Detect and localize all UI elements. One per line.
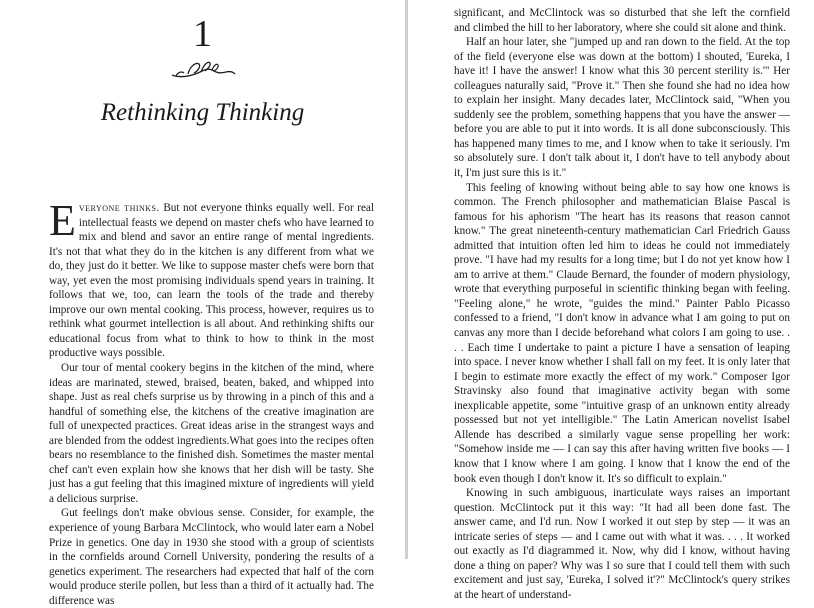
right-body-text: [454, 6, 790, 602]
left-paragraph-3: Gut feelings don't make obvious sense. Consider, for example, the experience of young Barbara McClintock, who would later earn a Nobel Prize in genetics. One day in 1930 she stood with a group of scientists in the cornfields around Cornell University, pondering the results of a genetics experiment. The researchers had expected that half of the corn would produce sterile pollen, but less than a third of it actually had. The difference was: [49, 507, 374, 607]
right-paragraph-4: Knowing in such ambiguous, inarticulate ways raises an important question. McClintock put it this way: "It had all been done fast. The answer came, and I'd run. Now I worked it out step by step — it was an intricate series of steps — and I came out with what it was. . . . It worked out exactly as I'd diagrammed it. Now, why did I know, without having done a thing on paper? Why was I so sure that I could tell them with such excitement and just say, 'Eureka, I solved it'?" McClintock's query strikes at the heart of understand-: [454, 487, 790, 601]
flourish-ornament-icon: [168, 58, 238, 80]
left-body-text: [49, 196, 374, 608]
chapter-number: 1: [193, 13, 212, 55]
chapter-title: Rethinking Thinking: [100, 99, 305, 126]
right-page: [409, 0, 814, 601]
right-paragraph-3: This feeling of knowing without being able to say how one knows is common. The French philosopher and mathematician Blaise Pascal is famous for his aphorism "The heart has its reasons that reason cannot know." The great nineteenth-century mathematician Carl Friedrich Gauss admitted that intuition often led him to ideas he could not immediately prove. "I have had my results for a long time; but I do not yet know how I am to arrive at them." Claude Bernard, the founder of modern physiology, wrote that everything purposeful in scientific thinking began with feeling. "Feeling alone," he wrote, "guides the mind." Painter Pablo Picasso confessed to a friend, "I don't know in advance what I am going to put on canvas any more than I decide beforehand what colors I am going to use. . . . Each time I undertake to paint a picture I have a sensation of leaping into space. I never know whether I shall fall on my feet. It is only later that I begin to estimate more exactly the effect of my work." Composer Igor Stravinsky also found that imaginative activity began with some inexplicable appetite, some "intuitive grasp of an unknown entity already possessed but not yet intelligible." The Latin American novelist Isabel Allende has described a similarly vague sense propelling her work: "Somehow inside me — I can say this after having written five books — I know that I know where I am going. I know that I know the end of the book even though I don't know it. It's so difficult to explain.": [454, 181, 790, 485]
page-gutter: [405, 0, 408, 559]
left-paragraph-1-text: But not everyone thinks equally well. For real intellectual feasts we depend on master chefs who have learned to mix and blend and savor an entire range of mental ingredients. It's not that what they do in the kitchen is any different from what we do, they just do it better. We like to suppose master chefs were born that way, yet even the most promising individuals spend years in training. It follows that we, too, can learn the tools of the trade and thereby improve our own mental cooking. This process, however, requires us to rethink what gourmet intellection is all about. And rethinking shifts our educational focus from what to think to how to think in the most productive ways possible.: [49, 202, 374, 360]
drop-cap: E: [49, 196, 76, 245]
left-paragraph-1: [49, 196, 374, 361]
left-page: [0, 0, 405, 607]
left-paragraph-2: Our tour of mental cookery begins in the kitchen of the mind, where ideas are marinated, stewed, braised, beaten, baked, and whipped into shape. Just as real chefs surprise us by throwing in a pinch of this and a handful of something else, the kitchens of the creative imagination are full of unexpected practices. Great ideas arise in the strangest ways and are blended from the oddest ingredients.What goes into the recipes often bears no resemblance to the finished dish. Sometimes the master mental chef can't even explain how she knows that her dish will be tasty. She just has a gut feeling that this imagined mixture of ingredients will yield a delicious surprise.: [49, 362, 374, 505]
right-paragraph-1: significant, and McClintock was so disturbed that she left the cornfield and climbed the hill to her laboratory, where she could sit alone and think.: [454, 7, 790, 34]
opening-small-caps: veryone thinks.: [78, 202, 160, 214]
right-paragraph-2: Half an hour later, she "jumped up and ran down to the field. At the top of the field (everyone else was down at the bottom) I shouted, 'Eureka, I have it! I have the answer! I know what this 30 percent sterility is.'" Her colleagues naturally said, "Prove it." Then she found she had no idea how to explain her insight. Many decades later, McClintock said, "When you suddenly see the problem, something happens that you have the answer — before you are able to put it into words. It is all done subconsciously. This has happened many times to me, and I know when to take it seriously. I'm so absolutely sure. I don't talk about it, I don't have to tell anybody about it, I'm just sure this is it.": [454, 36, 790, 180]
